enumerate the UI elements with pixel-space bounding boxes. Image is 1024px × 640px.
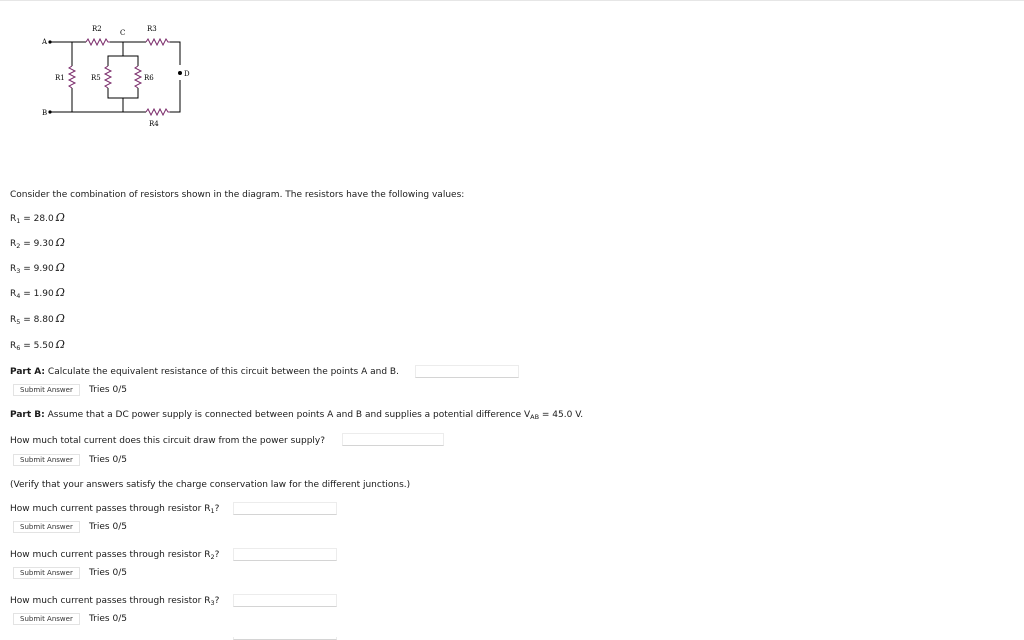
r3-top-zigzag bbox=[146, 39, 170, 45]
r4-zigzag bbox=[146, 109, 170, 115]
resistor-subscript: 1 bbox=[16, 217, 21, 225]
label-r1: R1 bbox=[55, 74, 65, 82]
ohm-unit: Ω bbox=[55, 211, 65, 224]
question-current-r3: How much current passes through resistor $R_3$? bbox=[10, 596, 220, 607]
current-r3-submit-button[interactable]: Submit Answer bbox=[13, 613, 80, 625]
part-b-text: Assume that a DC power supply is connected between points A and B and supplies a potential difference V bbox=[44, 410, 531, 420]
part-b-label: Part B: bbox=[10, 410, 45, 420]
resistor-symbol: R bbox=[10, 264, 17, 274]
current-r1-submit-button[interactable]: Submit Answer bbox=[13, 521, 80, 533]
resistor-value-row bbox=[10, 339, 65, 354]
part-a-answer-field[interactable] bbox=[415, 365, 519, 378]
resistor-subscript: 3 bbox=[16, 267, 21, 275]
resistor-value: 28.0 bbox=[33, 214, 54, 224]
resistor-value-row bbox=[10, 313, 65, 328]
question-current-r2: How much current passes through resistor $R_2$? bbox=[10, 550, 220, 561]
node-d bbox=[178, 71, 182, 75]
total-current-answer-field[interactable] bbox=[342, 433, 444, 446]
part-b-sub: AB bbox=[530, 413, 540, 421]
equals-sign: = bbox=[20, 214, 34, 224]
total-current-submit-button[interactable]: Submit Answer bbox=[13, 454, 80, 466]
current-r1-tries: Tries 0/5 bbox=[89, 522, 127, 532]
resistor-value: 9.90 bbox=[33, 264, 54, 274]
current-r2-submit-button[interactable]: Submit Answer bbox=[13, 567, 80, 579]
resistor-subscript: 6 bbox=[16, 344, 21, 352]
label-r2: R2 bbox=[92, 25, 102, 33]
wire-inner-bottom bbox=[108, 88, 138, 112]
current-r3-tries: Tries 0/5 bbox=[89, 614, 127, 624]
resistor-subscript: 2 bbox=[16, 242, 21, 250]
verify-note: (Verify that your answers satisfy the charge conservation law for the different junctions.) bbox=[10, 480, 411, 490]
resistor-value-row bbox=[10, 237, 65, 252]
circuit-diagram bbox=[30, 20, 210, 135]
equals-sign: = bbox=[20, 289, 34, 299]
label-r6: R6 bbox=[144, 74, 154, 82]
equals-sign: = bbox=[20, 341, 34, 351]
label-r5: R5 bbox=[91, 74, 101, 82]
equals-sign: = bbox=[20, 264, 34, 274]
part-b-text-after: = 45.0 V. bbox=[539, 410, 584, 420]
resistor-symbol: R bbox=[10, 341, 17, 351]
top-divider bbox=[0, 0, 1024, 1]
resistor-symbol: R bbox=[10, 289, 17, 299]
current-r2-tries: Tries 0/5 bbox=[89, 568, 127, 578]
resistor-value-row bbox=[10, 212, 65, 227]
resistor-symbol: R bbox=[10, 214, 17, 224]
ohm-unit: Ω bbox=[55, 338, 65, 351]
r6-zigzag bbox=[135, 66, 141, 88]
resistor-value-row bbox=[10, 262, 65, 277]
part-a-prompt bbox=[10, 366, 399, 378]
part-a-label: Part A: bbox=[10, 367, 46, 377]
label-a: A bbox=[42, 38, 48, 46]
label-d: D bbox=[184, 70, 190, 78]
wire-c bbox=[108, 42, 138, 66]
ohm-unit: Ω bbox=[55, 312, 65, 325]
intro-text: Consider the combination of resistors shown in the diagram. The resistors have the following values: bbox=[10, 190, 465, 200]
r2-top-zigzag bbox=[86, 39, 110, 45]
part-a-submit-button[interactable]: Submit Answer bbox=[13, 384, 80, 396]
equals-sign: = bbox=[20, 239, 34, 249]
resistor-value: 5.50 bbox=[33, 341, 54, 351]
label-r4: R4 bbox=[149, 120, 159, 128]
total-current-tries: Tries 0/5 bbox=[89, 455, 127, 465]
resistor-subscript: 4 bbox=[16, 292, 21, 300]
resistor-value-row bbox=[10, 287, 65, 302]
resistor-symbol: R bbox=[10, 239, 17, 249]
node-a bbox=[48, 40, 51, 43]
r1-zigzag bbox=[69, 66, 75, 88]
resistor-value: 8.80 bbox=[33, 315, 54, 325]
part-a-text: Calculate the equivalent resistance of this circuit between the points A and B. bbox=[45, 367, 399, 377]
ohm-unit: Ω bbox=[55, 286, 65, 299]
resistor-symbol: R bbox=[10, 315, 17, 325]
label-r3: R3 bbox=[147, 25, 157, 33]
ohm-unit: Ω bbox=[55, 261, 65, 274]
ohm-unit: Ω bbox=[55, 236, 65, 249]
current-r1-answer-field[interactable] bbox=[233, 502, 337, 515]
wire-top bbox=[50, 42, 180, 65]
question-total-current: How much total current does this circuit draw from the power supply? bbox=[10, 436, 326, 446]
resistor-value: 1.90 bbox=[33, 289, 54, 299]
equals-sign: = bbox=[20, 315, 34, 325]
resistor-value: 9.30 bbox=[33, 239, 54, 249]
label-c: C bbox=[120, 29, 126, 37]
question-current-r1: How much current passes through resistor $R_1$? bbox=[10, 504, 220, 515]
current-r3-answer-field[interactable] bbox=[233, 594, 337, 607]
part-a-tries: Tries 0/5 bbox=[89, 385, 127, 395]
current-r2-answer-field[interactable] bbox=[233, 548, 337, 561]
label-b: B bbox=[42, 109, 48, 117]
r5-zigzag bbox=[105, 66, 111, 88]
part-b-prompt bbox=[10, 409, 583, 423]
wire-bottom bbox=[50, 80, 180, 112]
node-b bbox=[48, 110, 51, 113]
resistor-subscript: 5 bbox=[16, 318, 21, 326]
